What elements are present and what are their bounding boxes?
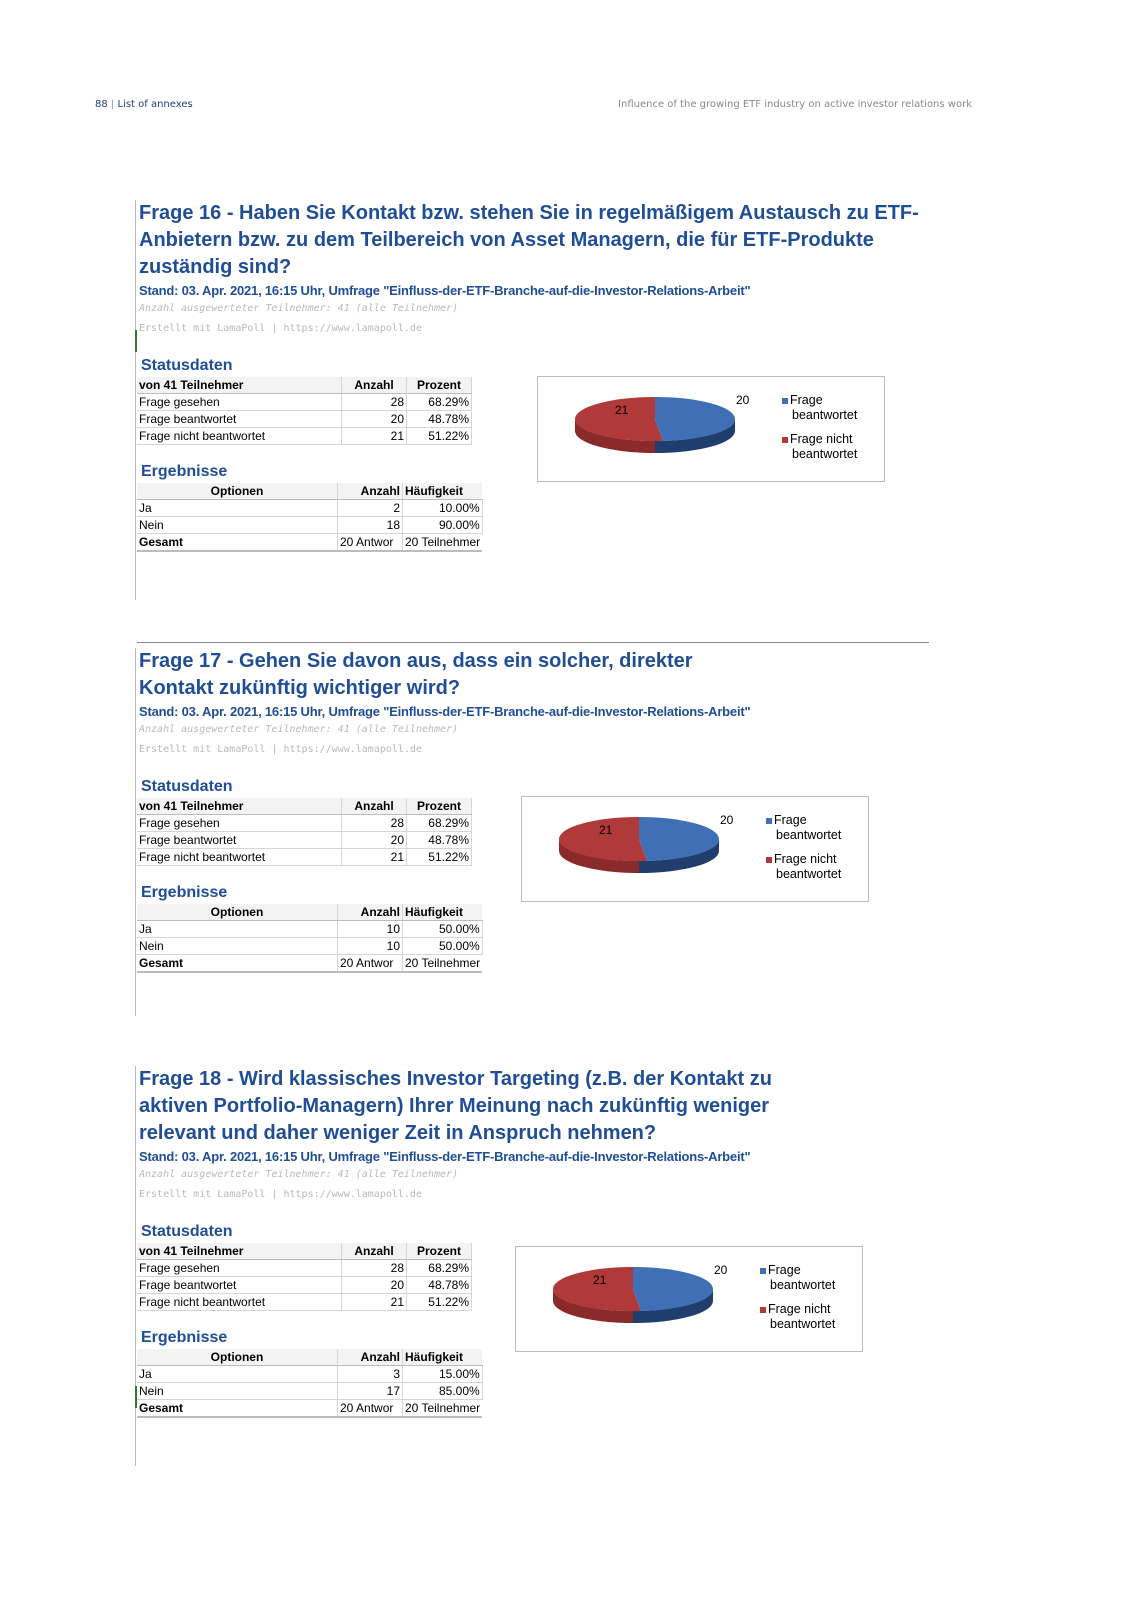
chart-legend	[760, 1263, 835, 1332]
status-col-percent: Prozent	[407, 798, 472, 815]
results-heading: Ergebnisse	[141, 884, 228, 901]
results-total-label: Gesamt	[137, 955, 338, 973]
results-header-row	[137, 1349, 482, 1366]
results-total-participants: 20 Teilnehmer	[403, 534, 483, 552]
legend-item-answered	[760, 1263, 835, 1278]
status-cell: Frage beantwortet	[137, 832, 342, 849]
results-total-row	[137, 955, 482, 973]
results-col-frequency: Häufigkeit	[403, 904, 483, 921]
legend-text: Frage nicht	[790, 432, 853, 446]
legend-text: Frage nicht	[774, 852, 837, 866]
status-cell: 48.78%	[407, 411, 472, 428]
results-cell: Ja	[137, 921, 338, 938]
block-top-rule	[137, 642, 929, 643]
pie-label-answered: 20	[736, 393, 750, 407]
status-heading: Statusdaten	[141, 778, 233, 795]
survey-stand-line: Stand: 03. Apr. 2021, 16:15 Uhr, Umfrage "Einfluss-der-ETF-Branche-auf-die-Investor-Relations-Arbeit"	[139, 1149, 751, 1164]
status-col-percent: Prozent	[407, 1243, 472, 1260]
results-row	[137, 1383, 482, 1400]
results-row	[137, 500, 482, 517]
results-col-count: Anzahl	[338, 1349, 403, 1366]
status-cell: 28	[342, 1260, 407, 1277]
status-row	[137, 849, 472, 866]
status-cell: 20	[342, 832, 407, 849]
status-cell: 48.78%	[407, 832, 472, 849]
results-table	[137, 483, 483, 552]
status-cell: Frage nicht beantwortet	[137, 1294, 342, 1311]
status-cell: 51.22%	[407, 428, 472, 445]
status-cell: 28	[342, 394, 407, 411]
status-cell: Frage nicht beantwortet	[137, 428, 342, 445]
results-table	[137, 904, 483, 973]
legend-text: beantwortet	[792, 408, 858, 422]
pie-label-not-answered: 21	[615, 403, 629, 417]
question-title: Frage 17 - Gehen Sie davon aus, dass ein solcher, direkter Kontakt zukünftig wichtiger wird?	[139, 650, 693, 699]
status-pie-chart	[521, 796, 869, 902]
legend-item-answered	[766, 813, 841, 828]
status-cell: 20	[342, 1277, 407, 1294]
legend-swatch-blue	[782, 398, 788, 404]
legend-text: beantwortet	[770, 1317, 836, 1331]
status-cell: Frage gesehen	[137, 1260, 342, 1277]
created-with-note: Erstellt mit LamaPoll | https://www.lamapoll.de	[139, 323, 422, 334]
status-cell: 68.29%	[407, 394, 472, 411]
pie-graphic	[558, 815, 720, 877]
status-cell: 68.29%	[407, 815, 472, 832]
legend-item-not-answered	[766, 852, 841, 867]
status-col-percent: Prozent	[407, 377, 472, 394]
results-cell: 10.00%	[403, 500, 483, 517]
legend-text: beantwortet	[792, 447, 858, 461]
pie-label-not-answered: 21	[593, 1273, 607, 1287]
legend-item-not-answered	[760, 1302, 835, 1317]
chart-legend	[766, 813, 841, 882]
status-row	[137, 394, 472, 411]
results-heading: Ergebnisse	[141, 463, 228, 480]
legend-text: Frage	[768, 1263, 801, 1277]
status-row	[137, 411, 472, 428]
results-cell: Nein	[137, 938, 338, 955]
created-with-note: Erstellt mit LamaPoll | https://www.lamapoll.de	[139, 1189, 422, 1200]
status-cell: 51.22%	[407, 849, 472, 866]
status-heading: Statusdaten	[141, 1223, 233, 1240]
results-col-frequency: Häufigkeit	[403, 483, 483, 500]
header-section: List of annexes	[117, 99, 193, 110]
results-cell: 50.00%	[403, 938, 483, 955]
status-row	[137, 1294, 472, 1311]
results-total-row	[137, 1400, 482, 1418]
status-cell: 21	[342, 1294, 407, 1311]
status-col-label: von 41 Teilnehmer	[137, 377, 342, 394]
pie-label-answered: 20	[714, 1263, 728, 1277]
results-col-options: Optionen	[137, 904, 338, 921]
legend-swatch-red	[766, 857, 772, 863]
results-col-frequency: Häufigkeit	[403, 1349, 483, 1366]
question-title: Frage 16 - Haben Sie Kontakt bzw. stehen Sie in regelmäßigem Austausch zu ETF-Anbietern bzw. zu dem Teilbereich von Asset Managern, die für ETF-Produkte zuständig sind?	[139, 202, 919, 278]
header-separator: |	[110, 99, 115, 110]
status-cell: 21	[342, 428, 407, 445]
question-block	[137, 200, 937, 552]
participants-note: Anzahl ausgewerteter Teilnehmer: 41 (alle Teilnehmer)	[139, 303, 459, 314]
pie-graphic	[574, 395, 736, 457]
results-row	[137, 938, 482, 955]
results-total-answers: 20 Antwor	[338, 1400, 403, 1418]
status-col-count: Anzahl	[342, 377, 407, 394]
status-row	[137, 815, 472, 832]
legend-item-answered	[782, 393, 857, 408]
results-total-row	[137, 534, 482, 552]
legend-text: Frage nicht	[768, 1302, 831, 1316]
survey-stand-line: Stand: 03. Apr. 2021, 16:15 Uhr, Umfrage "Einfluss-der-ETF-Branche-auf-die-Investor-Relations-Arbeit"	[139, 283, 751, 298]
created-with-note: Erstellt mit LamaPoll | https://www.lamapoll.de	[139, 744, 422, 755]
results-total-participants: 20 Teilnehmer	[403, 1400, 483, 1418]
results-cell: 85.00%	[403, 1383, 483, 1400]
status-table	[137, 798, 472, 866]
results-cell: Ja	[137, 1366, 338, 1383]
pie-graphic	[552, 1265, 714, 1327]
status-row	[137, 832, 472, 849]
results-cell: 18	[338, 517, 403, 534]
results-cell: Nein	[137, 517, 338, 534]
status-cell: Frage gesehen	[137, 394, 342, 411]
status-row	[137, 1277, 472, 1294]
results-row	[137, 517, 482, 534]
status-cell: 48.78%	[407, 1277, 472, 1294]
results-col-count: Anzahl	[338, 904, 403, 921]
status-col-label: von 41 Teilnehmer	[137, 798, 342, 815]
running-header-right: Influence of the growing ETF industry on active investor relations work	[618, 99, 972, 110]
legend-swatch-blue	[766, 818, 772, 824]
left-rule-accent	[135, 1386, 137, 1408]
results-header-row	[137, 483, 482, 500]
results-total-answers: 20 Antwor	[338, 534, 403, 552]
status-cell: Frage beantwortet	[137, 1277, 342, 1294]
status-header-row	[137, 1243, 472, 1260]
status-table	[137, 377, 472, 445]
results-col-options: Optionen	[137, 1349, 338, 1366]
legend-swatch-red	[760, 1307, 766, 1313]
results-heading: Ergebnisse	[141, 1329, 228, 1346]
status-cell: 51.22%	[407, 1294, 472, 1311]
results-total-answers: 20 Antwor	[338, 955, 403, 973]
left-rule	[135, 200, 136, 600]
status-row	[137, 1260, 472, 1277]
status-pie-chart	[537, 376, 885, 482]
results-total-participants: 20 Teilnehmer	[403, 955, 483, 973]
results-cell: 17	[338, 1383, 403, 1400]
results-header-row	[137, 904, 482, 921]
legend-swatch-blue	[760, 1268, 766, 1274]
results-cell: 10	[338, 921, 403, 938]
question-block	[137, 1066, 937, 1418]
results-cell: 50.00%	[403, 921, 483, 938]
legend-item-not-answered	[782, 432, 857, 447]
survey-stand-line: Stand: 03. Apr. 2021, 16:15 Uhr, Umfrage "Einfluss-der-ETF-Branche-auf-die-Investor-Relations-Arbeit"	[139, 704, 751, 719]
participants-note: Anzahl ausgewerteter Teilnehmer: 41 (alle Teilnehmer)	[139, 1169, 459, 1180]
legend-text: beantwortet	[776, 828, 842, 842]
chart-legend	[782, 393, 857, 462]
running-header-left	[95, 99, 193, 110]
results-cell: Ja	[137, 500, 338, 517]
results-row	[137, 921, 482, 938]
results-table	[137, 1349, 483, 1418]
status-row	[137, 428, 472, 445]
results-col-count: Anzahl	[338, 483, 403, 500]
status-pie-chart	[515, 1246, 863, 1352]
legend-swatch-red	[782, 437, 788, 443]
left-rule-accent	[135, 330, 137, 352]
legend-text: Frage	[774, 813, 807, 827]
status-cell: 21	[342, 849, 407, 866]
results-cell: 10	[338, 938, 403, 955]
question-title: Frage 18 - Wird klassisches Investor Targeting (z.B. der Kontakt zu aktiven Portfolio-Managern) Ihrer Meinung nach zukünftig weniger relevant und daher weniger Zeit in Anspruch nehmen?	[139, 1068, 772, 1144]
results-cell: 15.00%	[403, 1366, 483, 1383]
status-cell: 28	[342, 815, 407, 832]
left-rule	[135, 648, 136, 1016]
results-cell: 2	[338, 500, 403, 517]
status-cell: Frage gesehen	[137, 815, 342, 832]
pie-label-not-answered: 21	[599, 823, 613, 837]
results-cell: 3	[338, 1366, 403, 1383]
status-col-count: Anzahl	[342, 798, 407, 815]
results-total-label: Gesamt	[137, 1400, 338, 1418]
status-cell: 68.29%	[407, 1260, 472, 1277]
legend-text: beantwortet	[776, 867, 842, 881]
results-cell: 90.00%	[403, 517, 483, 534]
results-col-options: Optionen	[137, 483, 338, 500]
status-heading: Statusdaten	[141, 357, 233, 374]
legend-text: Frage	[790, 393, 823, 407]
page-number: 88	[95, 99, 108, 110]
status-header-row	[137, 377, 472, 394]
results-cell: Nein	[137, 1383, 338, 1400]
results-total-label: Gesamt	[137, 534, 338, 552]
results-row	[137, 1366, 482, 1383]
status-cell: Frage nicht beantwortet	[137, 849, 342, 866]
status-col-label: von 41 Teilnehmer	[137, 1243, 342, 1260]
participants-note: Anzahl ausgewerteter Teilnehmer: 41 (alle Teilnehmer)	[139, 724, 459, 735]
status-cell: Frage beantwortet	[137, 411, 342, 428]
status-col-count: Anzahl	[342, 1243, 407, 1260]
status-table	[137, 1243, 472, 1311]
status-cell: 20	[342, 411, 407, 428]
status-header-row	[137, 798, 472, 815]
legend-text: beantwortet	[770, 1278, 836, 1292]
question-block	[137, 648, 937, 973]
pie-label-answered: 20	[720, 813, 734, 827]
